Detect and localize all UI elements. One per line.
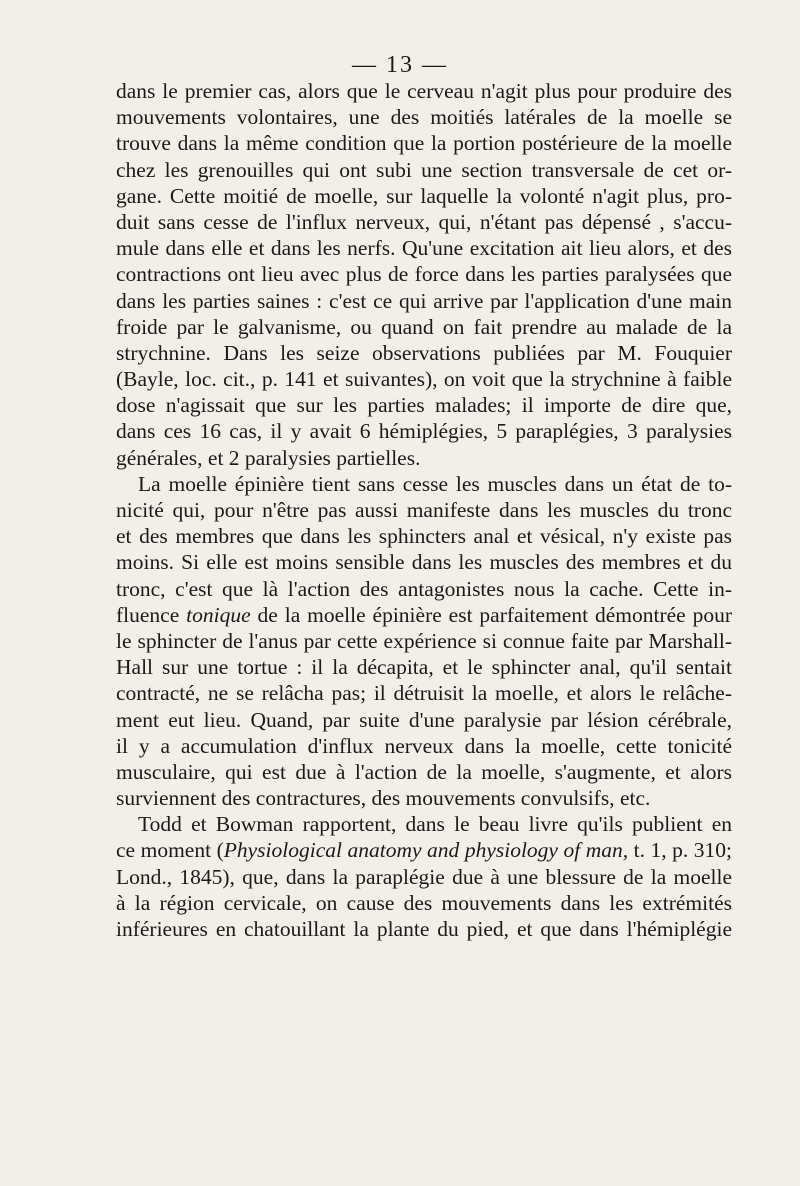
text-line: contractions ont lieu avec plus de force dans les parties paralysées que	[116, 262, 732, 287]
text-line: moins. Si elle est moins sensible dans les muscles des membres et du	[116, 550, 732, 575]
italic-text: Physiological anatomy and physiology of man,	[223, 838, 629, 863]
text-line: et des membres que dans les sphincters anal et vésical, n'y existe pas	[116, 524, 732, 549]
text-line: dans ces 16 cas, il y avait 6 hémiplégies, 5 paraplégies, 3 paralysies	[116, 419, 732, 444]
text-line: dose n'agissait que sur les parties malades; il importe de dire que,	[116, 393, 732, 418]
text-line: musculaire, qui est due à l'action de la moelle, s'augmente, et alors	[116, 759, 732, 784]
page-number: — 13 —	[352, 52, 448, 78]
italic-text: tonique	[186, 602, 251, 627]
text-line: La moelle épinière tient sans cesse les muscles dans un état de to-	[138, 471, 732, 496]
text-line: le sphincter de l'anus par cette expérience si connue faite par Marshall-	[116, 628, 732, 653]
text-line: contracté, ne se relâcha pas; il détruisit la moelle, et alors le relâche-	[116, 681, 732, 706]
text-line: ment eut lieu. Quand, par suite d'une paralysie par lésion cérébrale,	[116, 707, 732, 732]
text-line: inférieures en chatouillant la plante du pied, et que dans l'hémiplégie	[116, 917, 732, 941]
text-fragment: t. 1, p. 310;	[628, 838, 733, 863]
text-line: à la région cervicale, on cause des mouvements dans les extrémités	[116, 890, 732, 915]
text-line: mouvements volontaires, une des moitiés latérales de la moelle se	[116, 105, 732, 130]
text-line: Lond., 1845), que, dans la paraplégie due à une blessure de la moelle	[116, 864, 732, 889]
text-line: il y a accumulation d'influx nerveux dans la moelle, cette tonicité	[116, 733, 732, 758]
text-line: froide par le galvanisme, ou quand on fait prendre au malade de la	[116, 314, 732, 339]
text-line: strychnine. Dans les seize observations publiées par M. Fouquier	[116, 340, 732, 365]
text-line: mule dans elle et dans les nerfs. Qu'une excitation ait lieu alors, et des	[116, 236, 732, 261]
text-line	[116, 837, 732, 863]
text-line: tronc, c'est que là l'action des antagonistes nous la cache. Cette in-	[116, 576, 732, 601]
text-line: chez les grenouilles qui ont subi une section transversale de cet or-	[116, 157, 732, 182]
text-line: Hall sur une tortue : il la décapita, et le sphincter anal, qu'il sentait	[116, 655, 732, 680]
text-fragment: ce moment (	[116, 838, 224, 863]
text-line: (Bayle, loc. cit., p. 141 et suivantes), on voit que la strychnine à faible	[116, 367, 732, 392]
text-line: générales, et 2 paralysies partielles.	[116, 445, 421, 470]
body-text	[116, 78, 732, 942]
text-line: trouve dans la même condition que la portion postérieure de la moelle	[116, 131, 732, 156]
text-line: dans les parties saines : c'est ce qui arrive par l'application d'une main	[116, 288, 732, 313]
text-line: dans le premier cas, alors que le cerveau n'agit plus pour produire des	[116, 79, 732, 103]
text-line: duit sans cesse de l'influx nerveux, qui, n'étant pas dépensé , s'accu-	[116, 209, 732, 234]
text-line	[116, 602, 732, 628]
text-fragment: fluence	[116, 602, 187, 627]
text-line: nicité qui, pour n'être pas aussi manifeste dans les muscles du tronc	[116, 498, 732, 522]
text-line: Todd et Bowman rapportent, dans le beau livre qu'ils publient en	[138, 812, 732, 837]
text-line: gane. Cette moitié de moelle, sur laquelle la volonté n'agit plus, pro-	[116, 183, 732, 208]
text-line: surviennent des contractures, des mouvements convulsifs, etc.	[116, 786, 651, 811]
text-fragment: de la moelle épinière est parfaitement démontrée pour	[250, 602, 732, 627]
